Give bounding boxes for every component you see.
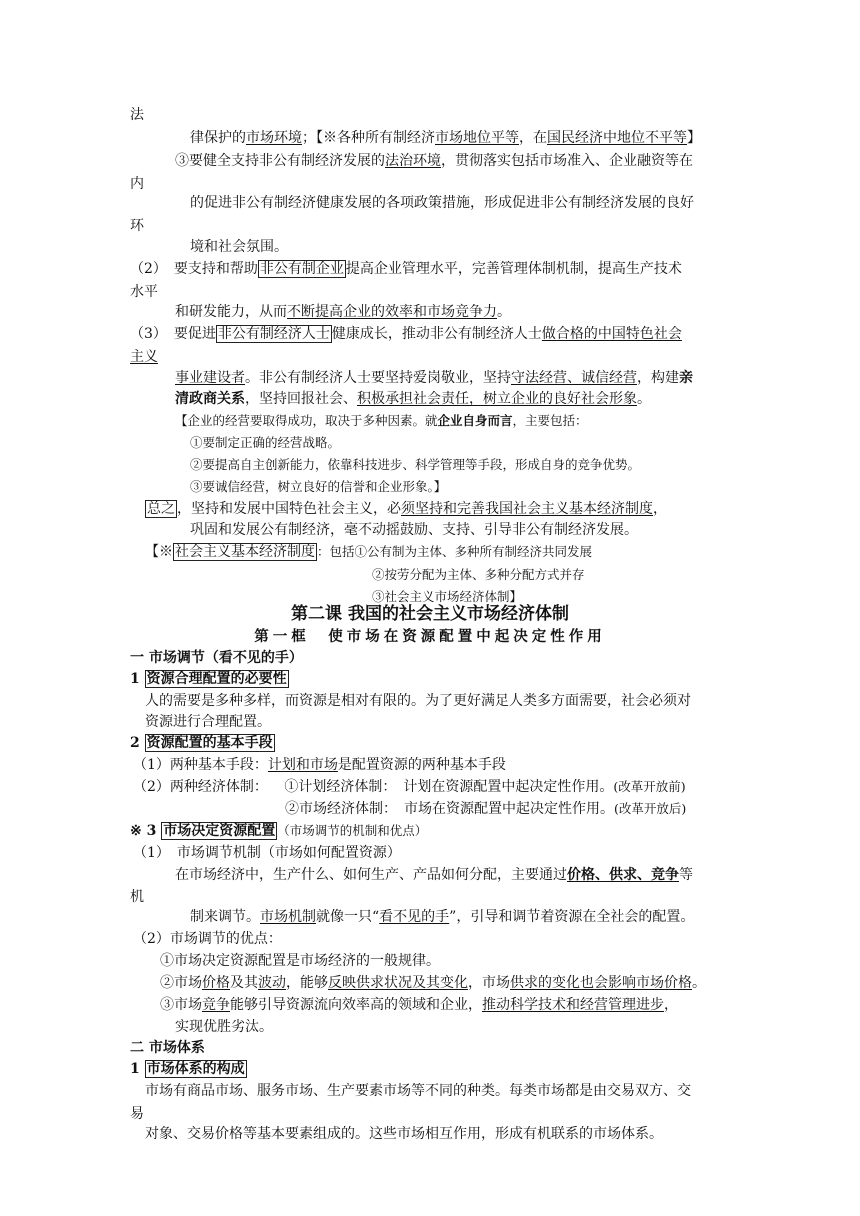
text-line: 律保护的市场环境；【※各种所有制经济市场地位平等，在国民经济中地位不平等】 bbox=[190, 130, 701, 146]
text-line: 和研发能力，从而不断提高企业的效率和市场竞争力。 bbox=[175, 304, 511, 320]
text-line: ①要制定正确的经营战略。 bbox=[190, 435, 341, 450]
line-fragment: 主义 bbox=[130, 349, 158, 365]
text-line: ②市场价格及其波动，能够反映供求状况及其变化，市场供求的变化也会影响市场价格。 bbox=[160, 975, 706, 991]
text-line: 制来调节。市场机制就像一只“看不见的手”，引导和调节着资源在全社会的配置。 bbox=[190, 909, 695, 925]
text-line: ①市场决定资源配置是市场经济的一般规律。 bbox=[160, 953, 440, 969]
subheading: ※ 3 市场决定资源配置 （市场调节的机制和优点） bbox=[130, 823, 428, 839]
text-line: 的促进非公有制经济健康发展的各项政策措施，形成促进非公有制经济发展的良好 bbox=[190, 195, 694, 211]
text-line: （2）市场调节的优点： bbox=[133, 931, 282, 947]
line-fragment: 内 bbox=[130, 176, 144, 192]
subheading: 1 资源合理配置的必要性 bbox=[130, 671, 287, 687]
text-line: （1） 市场调节机制（市场如何配置资源） bbox=[133, 845, 401, 861]
heading: 二 市场体系 bbox=[130, 1040, 205, 1056]
text-line: 总之 ，坚持和发展中国特色社会主义，必须坚持和完善我国社会主义基本经济制度， bbox=[147, 501, 667, 517]
text-line: 对象、交易价格等基本要素组成的。这些市场相互作用，形成有机联系的市场体系。 bbox=[145, 1126, 663, 1142]
text-line: （2） 要支持和帮助 非公有制企业 提高企业管理水平，完善管理体制机制，提高生产技术 bbox=[130, 261, 682, 277]
text-line: 在市场经济中，生产什么、如何生产、产品如何分配，主要通过价格、供求、竞争等 bbox=[175, 867, 693, 883]
text-line: （2）两种经济体制： ①计划经济体制： 计划在资源配置中起决定性作用。(改革开放前) bbox=[133, 779, 686, 795]
text-line: 【企业的经营要取得成功，取决于多种因素。就企业自身而言，主要包括： bbox=[175, 413, 588, 428]
text-line: ③要健全支持非公有制经济发展的法治环境，贯彻落实包括市场准入、企业融资等在 bbox=[175, 153, 693, 169]
text-line: 资源进行合理配置。 bbox=[145, 714, 271, 730]
text-line: 市场有商品市场、服务市场、生产要素市场等不同的种类。每类市场都是由交易双方、交 bbox=[145, 1083, 691, 1099]
line-fragment: 环 bbox=[130, 218, 144, 234]
lesson-title: 第二课 我国的社会主义市场经济体制 bbox=[291, 604, 569, 624]
text-line: 【※ 社会主义基本经济制度 ：包括①公有制为主体、多种所有制经济共同发展 bbox=[145, 544, 593, 560]
text-line: （3） 要促进 非公有制经济人士 健康成长，推动非公有制经济人士做合格的中国特色社会 bbox=[130, 326, 682, 342]
line-fragment: 法 bbox=[130, 107, 144, 123]
text-line: 巩固和发展公有制经济，毫不动摇鼓励、支持、引导非公有制经济发展。 bbox=[190, 522, 638, 538]
subheading: 2 资源配置的基本手段 bbox=[130, 735, 273, 751]
text-line: 事业建设者。非公有制经济人士要坚持爱岗敬业，坚持守法经营、诚信经营，构建亲 bbox=[175, 370, 693, 386]
line-fragment: 易 bbox=[130, 1106, 144, 1122]
text-line: 人的需要是多种多样，而资源是相对有限的。为了更好满足人类多方面需要，社会必须对 bbox=[145, 693, 691, 709]
text-line: ③要诚信经营，树立良好的信誉和企业形象。】 bbox=[190, 479, 447, 494]
text-line: ③社会主义市场经济体制】 bbox=[372, 589, 523, 604]
text-line: ②按劳分配为主体、多种分配方式并存 bbox=[372, 567, 585, 582]
heading: 一 市场调节（看不见的手） bbox=[130, 650, 303, 666]
subheading: 1 市场体系的构成 bbox=[130, 1061, 245, 1077]
text-line: 境和社会氛围。 bbox=[190, 239, 288, 255]
line-fragment: 水平 bbox=[130, 284, 158, 300]
section-title: 第一框 使市场在资源配置中起决定性作用 bbox=[254, 628, 606, 645]
text-line: ②市场经济体制： 市场在资源配置中起决定性作用。(改革开放后) bbox=[285, 801, 687, 817]
text-line: （1）两种基本手段：计划和市场是配置资源的两种基本手段 bbox=[133, 757, 506, 773]
text-line: 实现优胜劣汰。 bbox=[175, 1019, 273, 1035]
text-line: ③市场竞争能够引导资源流向效率高的领域和企业，推动科学技术和经营管理进步， bbox=[160, 997, 678, 1013]
text-line: 清政商关系，坚持回报社会、积极承担社会责任，树立企业的良好社会形象。 bbox=[175, 391, 651, 407]
line-fragment: 机 bbox=[130, 889, 144, 905]
text-line: ②要提高自主创新能力，依靠科技进步、科学管理等手段，形成自身的竞争优势。 bbox=[190, 457, 641, 472]
